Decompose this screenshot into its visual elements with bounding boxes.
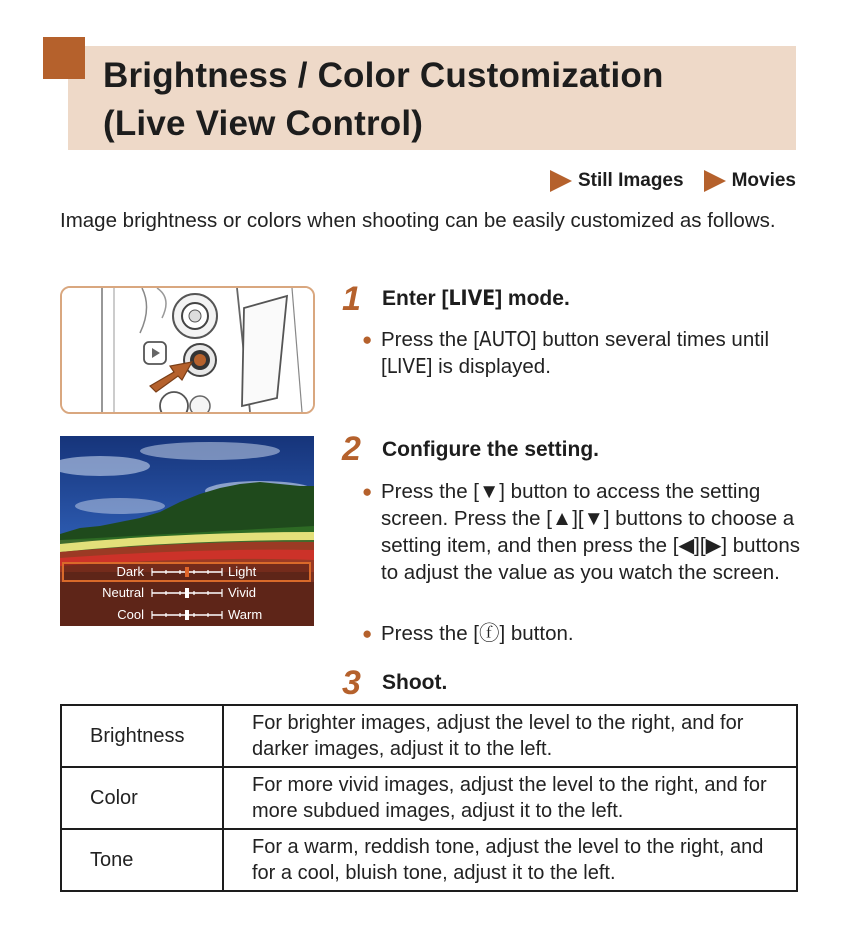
step-2-number: 2 bbox=[342, 430, 361, 468]
table-row bbox=[61, 705, 797, 767]
step-1-bullet bbox=[362, 326, 801, 380]
mode-indicator-row bbox=[550, 170, 796, 192]
step-2-bullet-2 bbox=[362, 620, 801, 647]
screen-label-dark: Dark bbox=[116, 564, 144, 579]
triangle-arrow-icon bbox=[550, 170, 572, 192]
screen-label-light: Light bbox=[228, 564, 257, 579]
step-2-title: Configure the setting. bbox=[382, 438, 599, 461]
step-3-number: 3 bbox=[342, 664, 361, 702]
setting-description: For a warm, reddish tone, adjust the level to the right, and for a cool, bluish tone, adjust it to the left. bbox=[223, 829, 797, 891]
live-mode-icon: LIVE bbox=[448, 286, 496, 310]
bullet-text: Press the [ bbox=[381, 328, 479, 351]
bullet-text: ] is displayed. bbox=[426, 355, 551, 378]
table-row bbox=[61, 767, 797, 829]
screen-label-neutral: Neutral bbox=[102, 585, 144, 600]
setting-description: For more vivid images, adjust the level to the right, and for more subdued images, adjust it to the left. bbox=[223, 767, 797, 829]
bullet-text: Press the [▼] button to access the setting screen. Press the [▲][▼] buttons to choose a setting item, and then press the [◀][▶] buttons to adjust the value as you watch the screen. bbox=[381, 480, 800, 584]
live-mode-icon: LIVE bbox=[386, 354, 427, 378]
camera-illustration-svg bbox=[62, 288, 313, 412]
mode-label: Movies bbox=[731, 170, 796, 191]
bullet-dot-icon: ● bbox=[362, 624, 373, 643]
step-1-title-pre: Enter [ bbox=[382, 287, 449, 310]
screen-label-warm: Warm bbox=[228, 607, 263, 622]
setting-description: For brighter images, adjust the level to the right, and for darker images, adjust it to the left. bbox=[223, 705, 797, 767]
bullet-text: ] button several times until [ bbox=[381, 328, 770, 378]
bullet-dot-icon: ● bbox=[362, 482, 373, 501]
screen-label-cool: Cool bbox=[117, 607, 144, 622]
bullet-text: Press the [ⓕ] button. bbox=[381, 622, 574, 645]
bullet-dot-icon: ● bbox=[362, 330, 373, 349]
step-3-title: Shoot. bbox=[382, 671, 448, 694]
settings-table bbox=[60, 704, 798, 892]
step-2-bullet-1 bbox=[362, 478, 803, 586]
mode-still-images bbox=[550, 170, 684, 192]
step-1-title bbox=[382, 286, 570, 311]
page-title-line-2: (Live View Control) bbox=[103, 104, 424, 143]
mode-label: Still Images bbox=[577, 170, 684, 191]
landscape-scene-svg bbox=[60, 436, 314, 626]
title-accent-square bbox=[43, 37, 85, 79]
table-row bbox=[61, 829, 797, 891]
step-1-number: 1 bbox=[342, 280, 361, 318]
setting-name: Color bbox=[61, 767, 223, 829]
auto-button-icon: AUTO bbox=[479, 327, 531, 351]
mode-movies bbox=[704, 170, 796, 192]
live-view-screen-image bbox=[60, 436, 314, 626]
triangle-arrow-icon bbox=[704, 170, 726, 192]
intro-text: Image brightness or colors when shooting can be easily customized as follows. bbox=[60, 209, 776, 232]
screen-label-vivid: Vivid bbox=[228, 585, 256, 600]
page-title-line-1: Brightness / Color Customization bbox=[103, 56, 664, 95]
setting-name: Tone bbox=[61, 829, 223, 891]
camera-button-illustration bbox=[60, 286, 315, 414]
step-1-title-post: ] mode. bbox=[495, 287, 570, 310]
setting-name: Brightness bbox=[61, 705, 223, 767]
